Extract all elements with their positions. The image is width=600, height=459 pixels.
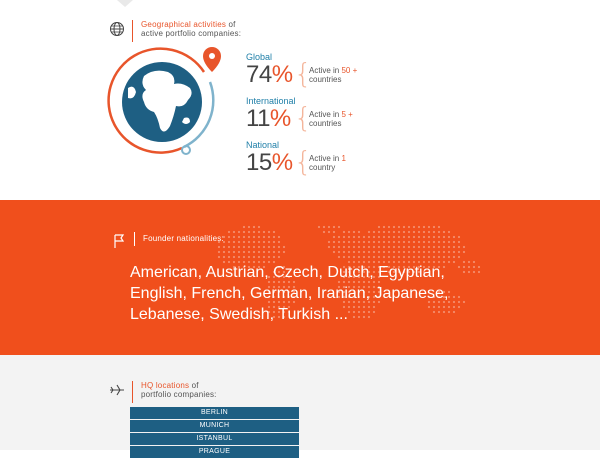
globe-icon	[108, 20, 126, 38]
hq-city-item[interactable]: ISTANBUL	[130, 433, 299, 445]
airplane-icon	[108, 381, 126, 399]
stat-global	[246, 52, 358, 96]
header-divider	[132, 20, 133, 42]
stat-label: International	[246, 96, 296, 106]
founders-header	[110, 232, 224, 250]
stat-desc: Active in 5 + countries	[309, 110, 353, 128]
stat-desc: Active in 50 + countries	[309, 66, 358, 84]
stat-national	[246, 140, 346, 184]
founders-section	[0, 200, 600, 355]
stat-value: 74%	[246, 61, 293, 88]
hq-header	[108, 381, 217, 403]
hq-header-text: HQ locations of portfolio companies:	[141, 381, 217, 399]
stat-label: Global	[246, 52, 273, 62]
stat-international	[246, 96, 353, 140]
hq-city-item[interactable]: MUNICH	[130, 420, 299, 432]
hq-city-list	[130, 407, 299, 459]
stat-value: 11%	[246, 105, 291, 132]
globe-illustration	[104, 42, 224, 162]
founders-header-text: Founder nationalities:	[143, 234, 224, 243]
section-notch	[117, 0, 133, 7]
geo-header	[108, 20, 241, 42]
header-divider	[134, 232, 135, 246]
brace-icon: {	[294, 145, 312, 178]
brace-icon: {	[294, 57, 312, 90]
nationalities-text: American, Austrian, Czech, Dutch, Egyptian, English, French, German, Iranian, Japanese, Lebanese, Swedish, Turkish ...	[130, 264, 449, 323]
stat-desc: Active in 1 country	[309, 154, 346, 172]
stat-label: National	[246, 140, 280, 150]
hq-city-item[interactable]: BERLIN	[130, 407, 299, 419]
geo-header-text: Geographical activities of active portfolio companies:	[141, 20, 242, 38]
header-divider	[132, 381, 133, 403]
flag-icon	[110, 232, 128, 250]
geography-section	[0, 0, 600, 200]
location-pin-icon	[203, 47, 221, 72]
stat-value: 15%	[246, 149, 293, 176]
hq-section	[0, 355, 600, 455]
brace-icon: {	[294, 101, 312, 134]
geo-stats	[246, 52, 358, 184]
hq-city-item[interactable]: PRAGUE	[130, 446, 299, 458]
